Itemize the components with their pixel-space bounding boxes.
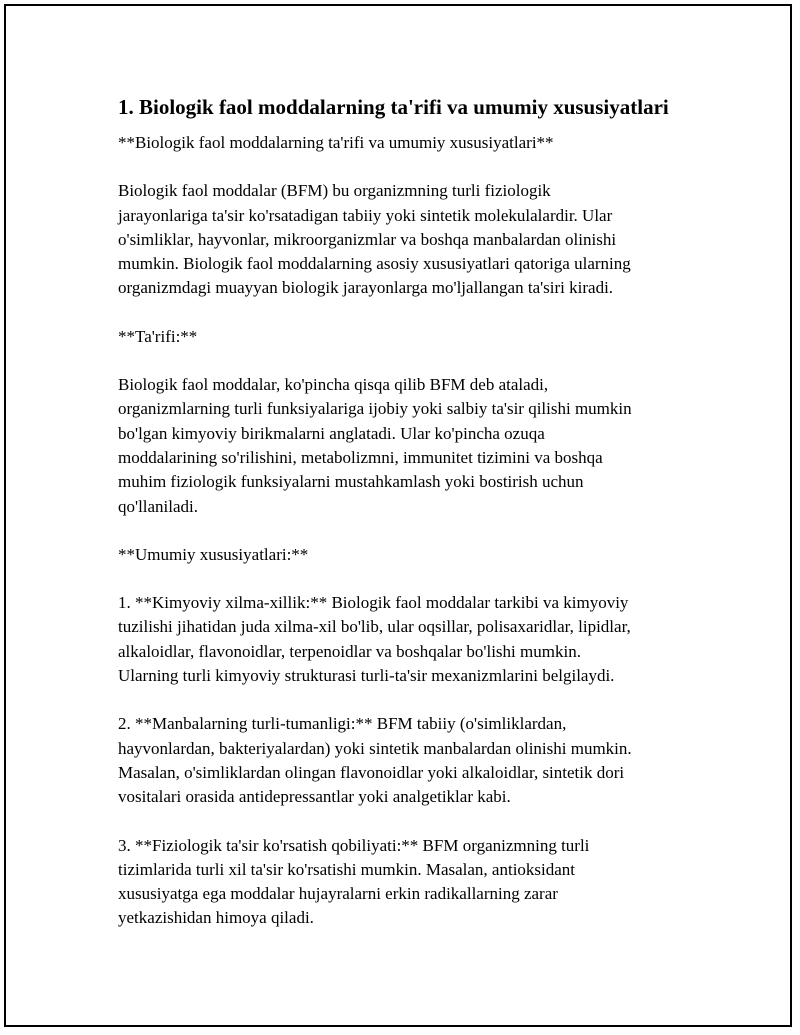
definition-label: **Ta'rifi:** xyxy=(118,326,198,346)
property-item-1: 1. **Kimyoviy xilma-xillik:** Biologik faol moddalar tarkibi va kimyoviy tuzilishi jihatidan juda xilma-xil bo'lib, ular oqsillar, polisaxaridlar, lipidlar, alkaloidlar, flavonoidlar, terpenoidlar va boshqalar bo'lishi mumkin. Ularning turli kimyoviy strukturasi turli-ta'sir mexanizmlarini belgilaydi. xyxy=(118,593,631,686)
property-item-3: 3. **Fiziologik ta'sir ko'rsatish qobiliyati:** BFM organizmning turli tizimlarida turli xil ta'sir ko'rsatishi mumkin. Masalan, antioksidant xususiyatga ega moddalar hujayralarni erkin radikallarning zarar yetkazishidan himoya qiladi. xyxy=(118,835,590,928)
document-body xyxy=(118,93,684,955)
property-item-2: 2. **Manbalarning turli-tumanligi:** BFM tabiiy (o'simliklardan, hayvonlardan, bakteriyalardan) yoki sintetik manbalardan olinishi mumkin. Masalan, o'simliklardan olingan flavonoidlar yoki alkaloidlar, sintetik dori vositalari orasida antidepressantlar yoki analgetiklar kabi. xyxy=(118,714,632,807)
intro-paragraph: Biologik faol moddalar (BFM) bu organizmning turli fiziologik jarayonlariga ta'sir ko'rsatadigan tabiiy yoki sintetik molekulalardir. Ular o'simliklar, hayvonlar, mikroorganizmlar va boshqa manbalardan olinishi mumkin. Biologik faol moddalarning asosiy xususiyatlari qatoriga ularning organizmdagi muayyan biologik jarayonlarga mo'ljallangan ta'siri kiradi. xyxy=(118,181,631,298)
definition-paragraph: Biologik faol moddalar, ko'pincha qisqa qilib BFM deb ataladi, organizmlarning turli funksiyalariga ijobiy yoki salbiy ta'sir qilishi mumkin bo'lgan kimyoviy birikmalarni anglatadi. Ular ko'pincha ozuqa moddalarining so'rilishini, metabolizmni, immunitet tizimini va boshqa muhim fiziologik funksiyalarni mustahkamlash yoki bostirish uchun qo'llaniladi. xyxy=(118,375,632,516)
section-heading: 1. Biologik faol moddalarning ta'rifi va umumiy xususiyatlari xyxy=(118,95,669,119)
bold-title-paragraph: **Biologik faol moddalarning ta'rifi va umumiy xususiyatlari** xyxy=(118,133,554,152)
properties-label: **Umumiy xususiyatlari:** xyxy=(118,544,309,564)
